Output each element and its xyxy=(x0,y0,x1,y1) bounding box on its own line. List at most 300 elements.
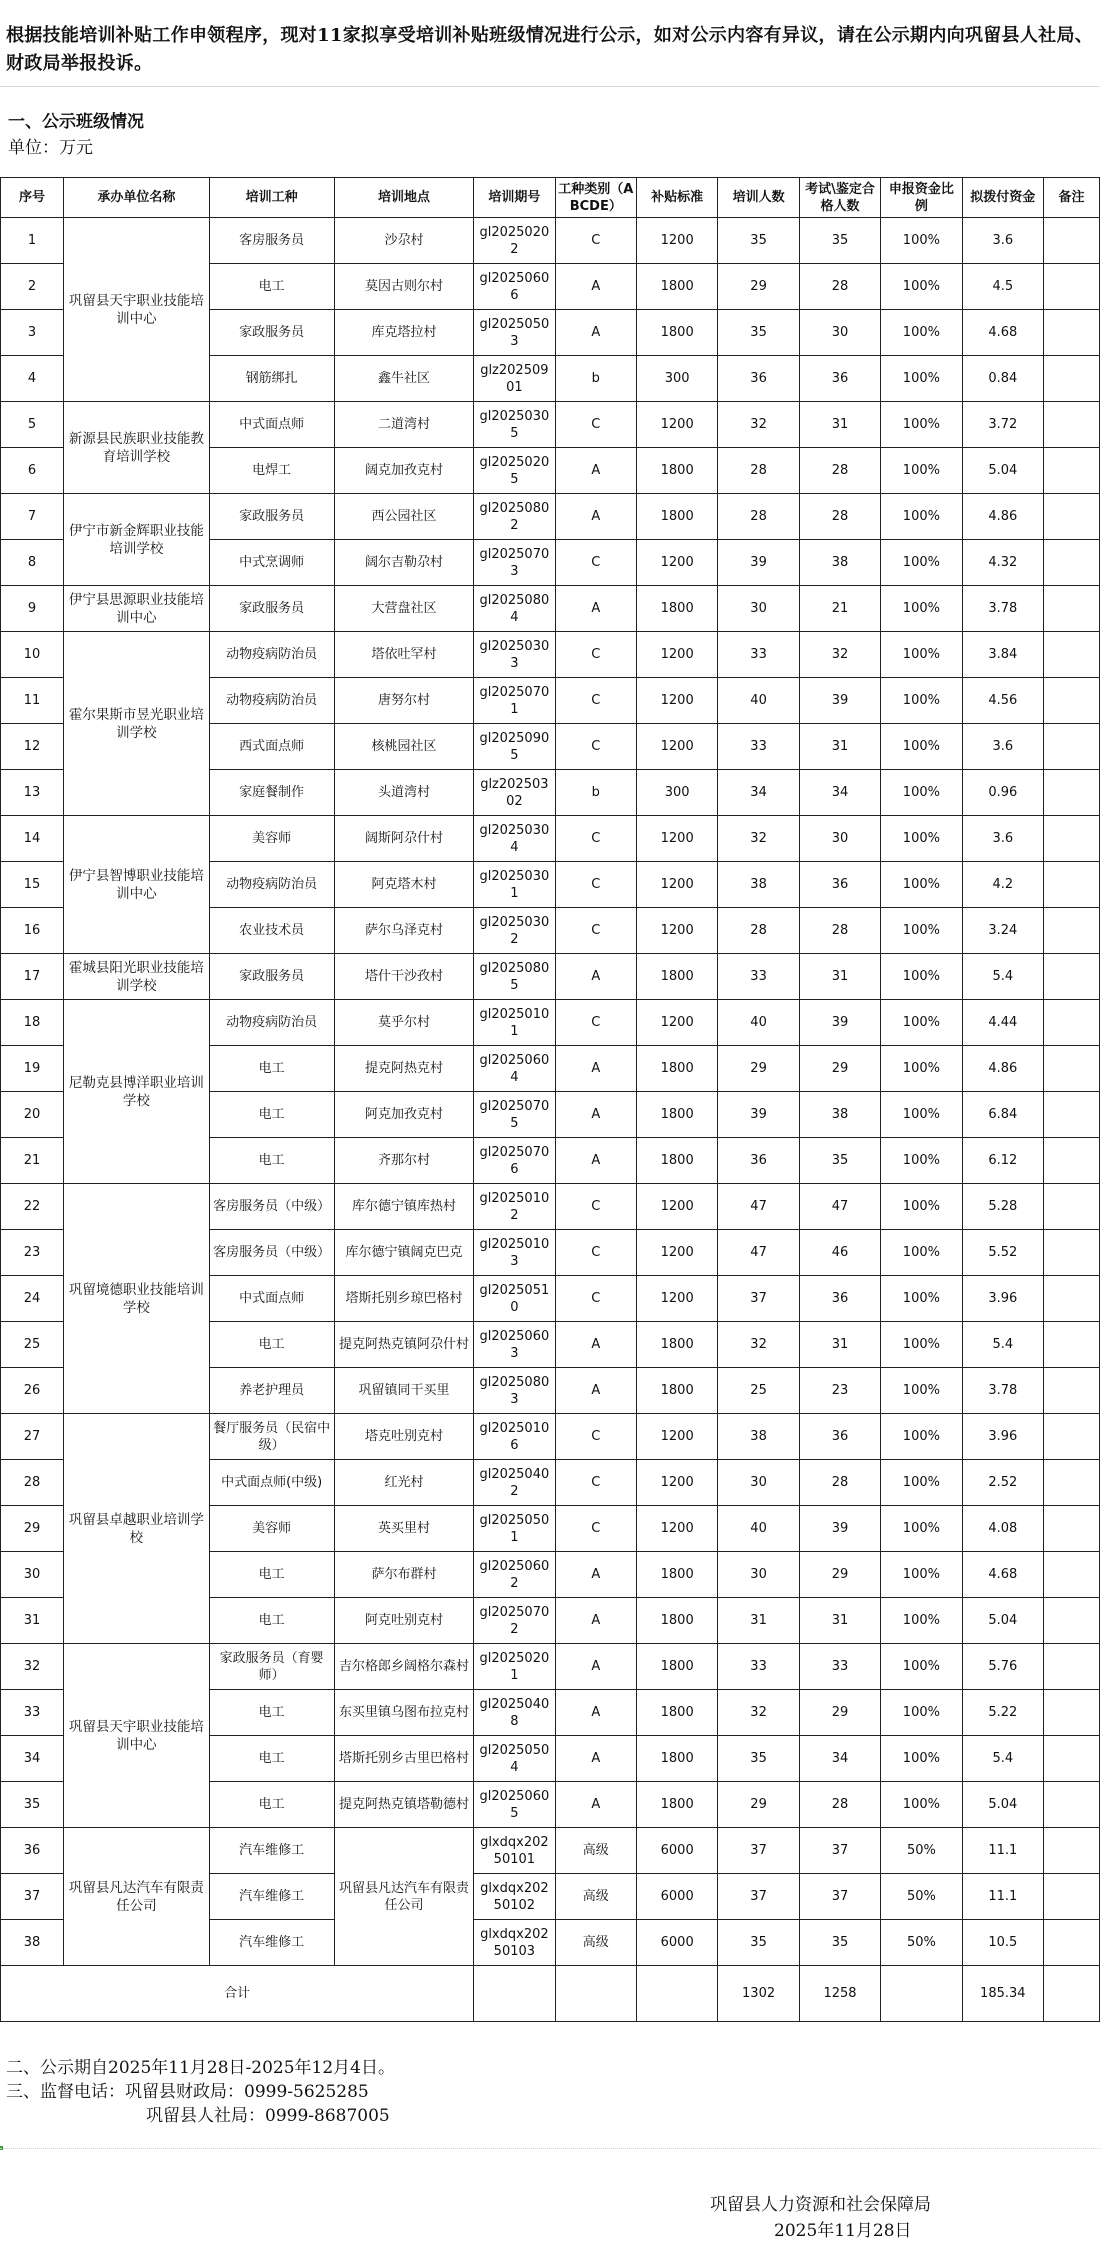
total-passed: 1258 xyxy=(799,1966,880,2022)
passed-cell: 37 xyxy=(799,1828,880,1874)
trade-cell: 动物疫病防治员 xyxy=(209,632,334,678)
trade-cell: 电焊工 xyxy=(209,448,334,494)
category-cell: A xyxy=(555,310,636,356)
passed-cell: 37 xyxy=(799,1874,880,1920)
passed-cell: 28 xyxy=(799,908,880,954)
column-header: 拟拨付资金 xyxy=(962,178,1043,218)
column-header: 承办单位名称 xyxy=(64,178,210,218)
trade-cell: 电工 xyxy=(209,1598,334,1644)
location-cell: 塔克吐別克村 xyxy=(334,1414,473,1460)
subsidy-standard-cell: 1200 xyxy=(636,218,717,264)
divider xyxy=(0,86,1100,87)
remarks-cell xyxy=(1044,586,1100,632)
remarks-cell xyxy=(1044,1368,1100,1414)
period-code-cell: gl20250106 xyxy=(474,1414,555,1460)
trainees-cell: 28 xyxy=(718,908,799,954)
row-index-cell: 13 xyxy=(1,770,64,816)
empty-cell xyxy=(1044,1966,1100,2022)
category-cell: A xyxy=(555,1368,636,1414)
location-cell: 二道湾村 xyxy=(334,402,473,448)
subsidy-standard-cell: 1200 xyxy=(636,1184,717,1230)
passed-cell: 28 xyxy=(799,494,880,540)
funds-cell: 2.52 xyxy=(962,1460,1043,1506)
trade-cell: 汽车维修工 xyxy=(209,1874,334,1920)
fund-ratio-cell: 100% xyxy=(881,908,962,954)
period-code-cell: gl20250102 xyxy=(474,1184,555,1230)
table-row xyxy=(1,1828,1100,1874)
category-cell: A xyxy=(555,586,636,632)
trainees-cell: 28 xyxy=(718,448,799,494)
category-cell: b xyxy=(555,770,636,816)
trade-cell: 电工 xyxy=(209,264,334,310)
category-cell: 高级 xyxy=(555,1874,636,1920)
category-cell: C xyxy=(555,1414,636,1460)
total-label: 合计 xyxy=(1,1966,474,2022)
row-index-cell: 26 xyxy=(1,1368,64,1414)
funds-cell: 11.1 xyxy=(962,1874,1043,1920)
category-cell: 高级 xyxy=(555,1920,636,1966)
passed-cell: 47 xyxy=(799,1184,880,1230)
period-code-cell: gl20250802 xyxy=(474,494,555,540)
remarks-cell xyxy=(1044,632,1100,678)
funds-cell: 5.52 xyxy=(962,1230,1043,1276)
passed-cell: 36 xyxy=(799,862,880,908)
funds-cell: 4.44 xyxy=(962,1000,1043,1046)
total-funds: 185.34 xyxy=(962,1966,1043,2022)
category-cell: A xyxy=(555,1782,636,1828)
remarks-cell xyxy=(1044,908,1100,954)
location-cell: 齐那尔村 xyxy=(334,1138,473,1184)
row-index-cell: 15 xyxy=(1,862,64,908)
location-cell: 塔斯托别乡古里巴格村 xyxy=(334,1736,473,1782)
trade-cell: 中式烹调师 xyxy=(209,540,334,586)
trainees-cell: 28 xyxy=(718,494,799,540)
funds-cell: 6.12 xyxy=(962,1138,1043,1184)
remarks-cell xyxy=(1044,1598,1100,1644)
passed-cell: 30 xyxy=(799,816,880,862)
period-code-cell: gl20250503 xyxy=(474,310,555,356)
fund-ratio-cell: 100% xyxy=(881,494,962,540)
fund-ratio-cell: 100% xyxy=(881,1046,962,1092)
trainees-cell: 35 xyxy=(718,310,799,356)
location-cell: 阿克加孜克村 xyxy=(334,1092,473,1138)
row-index-cell: 4 xyxy=(1,356,64,402)
remarks-cell xyxy=(1044,1460,1100,1506)
trainees-cell: 30 xyxy=(718,586,799,632)
fund-ratio-cell: 100% xyxy=(881,1184,962,1230)
trade-cell: 电工 xyxy=(209,1046,334,1092)
unit-name-cell: 伊宁县智博职业技能培训中心 xyxy=(64,816,210,954)
subsidy-standard-cell: 6000 xyxy=(636,1920,717,1966)
passed-cell: 31 xyxy=(799,954,880,1000)
subsidy-standard-cell: 1800 xyxy=(636,1644,717,1690)
category-cell: C xyxy=(555,816,636,862)
subsidy-standard-cell: 1800 xyxy=(636,1322,717,1368)
period-code-cell: gl20250604 xyxy=(474,1046,555,1092)
subsidy-standard-cell: 1200 xyxy=(636,1276,717,1322)
location-cell: 阔斯阿尕什村 xyxy=(334,816,473,862)
remarks-cell xyxy=(1044,816,1100,862)
trade-cell: 家政服务员 xyxy=(209,586,334,632)
page-divider xyxy=(0,2148,1100,2149)
row-index-cell: 25 xyxy=(1,1322,64,1368)
row-index-cell: 21 xyxy=(1,1138,64,1184)
period-code-cell: gl20250101 xyxy=(474,1000,555,1046)
row-index-cell: 38 xyxy=(1,1920,64,1966)
row-index-cell: 1 xyxy=(1,218,64,264)
trainees-cell: 38 xyxy=(718,862,799,908)
fund-ratio-cell: 100% xyxy=(881,586,962,632)
column-header: 考试\鉴定合格人数 xyxy=(799,178,880,218)
location-cell: 阿克塔木村 xyxy=(334,862,473,908)
notice-intro: 根据技能培训补贴工作申领程序，现对11家拟享受培训补贴班级情况进行公示，如对公示内容有异议，请在公示期内向巩留县人社局、财政局举报投诉。 xyxy=(6,25,1094,74)
column-header: 培训期号 xyxy=(474,178,555,218)
fund-ratio-cell: 100% xyxy=(881,1138,962,1184)
fund-ratio-cell: 100% xyxy=(881,218,962,264)
row-index-cell: 7 xyxy=(1,494,64,540)
row-index-cell: 8 xyxy=(1,540,64,586)
period-code-cell: gl20250201 xyxy=(474,1644,555,1690)
table-row xyxy=(1,1000,1100,1046)
category-cell: A xyxy=(555,1138,636,1184)
column-header: 培训地点 xyxy=(334,178,473,218)
location-cell: 红光村 xyxy=(334,1460,473,1506)
remarks-cell xyxy=(1044,1736,1100,1782)
location-cell: 塔依吐罕村 xyxy=(334,632,473,678)
period-code-cell: gl20250301 xyxy=(474,862,555,908)
row-index-cell: 17 xyxy=(1,954,64,1000)
remarks-cell xyxy=(1044,770,1100,816)
trainees-cell: 35 xyxy=(718,1920,799,1966)
subsidy-standard-cell: 6000 xyxy=(636,1874,717,1920)
remarks-cell xyxy=(1044,724,1100,770)
trainees-cell: 40 xyxy=(718,1506,799,1552)
remarks-cell xyxy=(1044,1690,1100,1736)
location-cell: 阿克吐别克村 xyxy=(334,1598,473,1644)
unit-name-cell: 巩留县天宇职业技能培训中心 xyxy=(64,1644,210,1828)
subsidy-standard-cell: 1200 xyxy=(636,1506,717,1552)
period-code-cell: gl20250603 xyxy=(474,1322,555,1368)
trainees-cell: 33 xyxy=(718,954,799,1000)
row-index-cell: 35 xyxy=(1,1782,64,1828)
unit-name-cell: 巩留境德职业技能培训学校 xyxy=(64,1184,210,1414)
subsidy-standard-cell: 1200 xyxy=(636,632,717,678)
trade-cell: 美容师 xyxy=(209,816,334,862)
funds-cell: 3.96 xyxy=(962,1414,1043,1460)
trainees-cell: 39 xyxy=(718,540,799,586)
subsidy-standard-cell: 1200 xyxy=(636,816,717,862)
funds-cell: 4.56 xyxy=(962,678,1043,724)
remarks-cell xyxy=(1044,1782,1100,1828)
passed-cell: 34 xyxy=(799,770,880,816)
period-code-cell: gl20250305 xyxy=(474,402,555,448)
trainees-cell: 33 xyxy=(718,1644,799,1690)
fund-ratio-cell: 100% xyxy=(881,770,962,816)
trade-cell: 客房服务员 xyxy=(209,218,334,264)
trade-cell: 动物疫病防治员 xyxy=(209,862,334,908)
period-code-cell: gl20250103 xyxy=(474,1230,555,1276)
location-cell: 塔斯托别乡琼巴格村 xyxy=(334,1276,473,1322)
trade-cell: 中式面点师 xyxy=(209,1276,334,1322)
row-index-cell: 14 xyxy=(1,816,64,862)
subsidy-standard-cell: 1800 xyxy=(636,1552,717,1598)
fund-ratio-cell: 100% xyxy=(881,1782,962,1828)
unit-label: 单位：万元 xyxy=(8,138,93,158)
fund-ratio-cell: 100% xyxy=(881,862,962,908)
table-row xyxy=(1,1414,1100,1460)
period-code-cell: gl20250402 xyxy=(474,1460,555,1506)
period-code-cell: gl20250202 xyxy=(474,218,555,264)
subsidy-standard-cell: 1800 xyxy=(636,448,717,494)
funds-cell: 5.76 xyxy=(962,1644,1043,1690)
trainees-cell: 31 xyxy=(718,1598,799,1644)
location-cell: 萨尔布群村 xyxy=(334,1552,473,1598)
empty-cell xyxy=(636,1966,717,2022)
period-code-cell: gl20250510 xyxy=(474,1276,555,1322)
passed-cell: 34 xyxy=(799,1736,880,1782)
trade-cell: 中式面点师 xyxy=(209,402,334,448)
funds-cell: 4.68 xyxy=(962,310,1043,356)
row-index-cell: 28 xyxy=(1,1460,64,1506)
fund-ratio-cell: 100% xyxy=(881,264,962,310)
trade-cell: 电工 xyxy=(209,1322,334,1368)
trade-cell: 客房服务员（中级） xyxy=(209,1230,334,1276)
trainees-cell: 32 xyxy=(718,402,799,448)
table-row xyxy=(1,632,1100,678)
subsidy-standard-cell: 1200 xyxy=(636,1414,717,1460)
trainees-cell: 29 xyxy=(718,264,799,310)
trainees-cell: 39 xyxy=(718,1092,799,1138)
period-code-cell: gl20250705 xyxy=(474,1092,555,1138)
trade-cell: 钢筋绑扎 xyxy=(209,356,334,402)
trade-cell: 家政服务员 xyxy=(209,494,334,540)
category-cell: A xyxy=(555,264,636,310)
category-cell: A xyxy=(555,448,636,494)
funds-cell: 3.6 xyxy=(962,218,1043,264)
trade-cell: 电工 xyxy=(209,1690,334,1736)
funds-cell: 4.86 xyxy=(962,1046,1043,1092)
passed-cell: 46 xyxy=(799,1230,880,1276)
location-cell: 提克阿热克镇阿尕什村 xyxy=(334,1322,473,1368)
funds-cell: 5.22 xyxy=(962,1690,1043,1736)
category-cell: A xyxy=(555,494,636,540)
funds-cell: 4.5 xyxy=(962,264,1043,310)
row-index-cell: 31 xyxy=(1,1598,64,1644)
category-cell: A xyxy=(555,954,636,1000)
row-index-cell: 12 xyxy=(1,724,64,770)
passed-cell: 29 xyxy=(799,1690,880,1736)
trainees-cell: 33 xyxy=(718,724,799,770)
location-cell: 吉尔格郎乡阔格尔森村 xyxy=(334,1644,473,1690)
unit-name-cell: 伊宁市新金辉职业技能培训学校 xyxy=(64,494,210,586)
location-cell: 核桃园社区 xyxy=(334,724,473,770)
passed-cell: 35 xyxy=(799,1920,880,1966)
table-row xyxy=(1,218,1100,264)
row-index-cell: 22 xyxy=(1,1184,64,1230)
subsidy-standard-cell: 1800 xyxy=(636,1092,717,1138)
remarks-cell xyxy=(1044,954,1100,1000)
row-index-cell: 10 xyxy=(1,632,64,678)
passed-cell: 32 xyxy=(799,632,880,678)
empty-cell xyxy=(555,1966,636,2022)
period-code-cell: gl20250606 xyxy=(474,264,555,310)
location-cell: 莫乎尔村 xyxy=(334,1000,473,1046)
subsidy-standard-cell: 6000 xyxy=(636,1828,717,1874)
phone-hr: 巩留县人社局：0999-8687005 xyxy=(146,2106,390,2126)
remarks-cell xyxy=(1044,678,1100,724)
category-cell: C xyxy=(555,218,636,264)
remarks-cell xyxy=(1044,1644,1100,1690)
remarks-cell xyxy=(1044,1920,1100,1966)
remarks-cell xyxy=(1044,1322,1100,1368)
trainees-cell: 36 xyxy=(718,356,799,402)
row-index-cell: 36 xyxy=(1,1828,64,1874)
column-header: 补贴标准 xyxy=(636,178,717,218)
total-trainees: 1302 xyxy=(718,1966,799,2022)
passed-cell: 28 xyxy=(799,264,880,310)
trainees-cell: 30 xyxy=(718,1552,799,1598)
fund-ratio-cell: 100% xyxy=(881,1460,962,1506)
trainees-cell: 37 xyxy=(718,1874,799,1920)
row-index-cell: 24 xyxy=(1,1276,64,1322)
unit-name-cell: 巩留县卓越职业培训学校 xyxy=(64,1414,210,1644)
unit-name-cell: 巩留县天宇职业技能培训中心 xyxy=(64,218,210,402)
category-cell: 高级 xyxy=(555,1828,636,1874)
fund-ratio-cell: 100% xyxy=(881,540,962,586)
trade-cell: 动物疫病防治员 xyxy=(209,678,334,724)
category-cell: C xyxy=(555,678,636,724)
row-index-cell: 32 xyxy=(1,1644,64,1690)
table-row xyxy=(1,816,1100,862)
remarks-cell xyxy=(1044,1414,1100,1460)
funds-cell: 6.84 xyxy=(962,1092,1043,1138)
trainees-cell: 37 xyxy=(718,1276,799,1322)
period-code-cell: gl20250905 xyxy=(474,724,555,770)
passed-cell: 36 xyxy=(799,1276,880,1322)
table-row xyxy=(1,954,1100,1000)
subsidy-standard-cell: 1200 xyxy=(636,908,717,954)
fund-ratio-cell: 100% xyxy=(881,954,962,1000)
period-code-cell: glxdqx20250102 xyxy=(474,1874,555,1920)
subsidy-standard-cell: 1200 xyxy=(636,1000,717,1046)
funds-cell: 5.4 xyxy=(962,954,1043,1000)
table-row xyxy=(1,494,1100,540)
location-cell: 提克阿热克镇塔勒德村 xyxy=(334,1782,473,1828)
passed-cell: 35 xyxy=(799,1138,880,1184)
fund-ratio-cell: 100% xyxy=(881,1368,962,1414)
category-cell: C xyxy=(555,724,636,770)
trade-cell: 汽车维修工 xyxy=(209,1920,334,1966)
location-cell: 萨尔乌泽克村 xyxy=(334,908,473,954)
category-cell: C xyxy=(555,1000,636,1046)
category-cell: C xyxy=(555,632,636,678)
funds-cell: 4.86 xyxy=(962,494,1043,540)
notice-period: 二、公示期自2025年11月28日-2025年12月4日。 xyxy=(6,2058,395,2078)
trade-cell: 家政服务员（育婴师） xyxy=(209,1644,334,1690)
funds-cell: 3.72 xyxy=(962,402,1043,448)
category-cell: A xyxy=(555,1644,636,1690)
subsidy-standard-cell: 1800 xyxy=(636,954,717,1000)
passed-cell: 31 xyxy=(799,724,880,770)
subsidy-standard-cell: 1200 xyxy=(636,402,717,448)
location-cell: 大营盘社区 xyxy=(334,586,473,632)
period-code-cell: gl20250706 xyxy=(474,1138,555,1184)
passed-cell: 39 xyxy=(799,678,880,724)
trade-cell: 电工 xyxy=(209,1138,334,1184)
subsidy-standard-cell: 1800 xyxy=(636,1782,717,1828)
category-cell: C xyxy=(555,1230,636,1276)
category-cell: C xyxy=(555,402,636,448)
remarks-cell xyxy=(1044,218,1100,264)
fund-ratio-cell: 100% xyxy=(881,1276,962,1322)
total-row xyxy=(1,1966,1100,2022)
trainees-cell: 34 xyxy=(718,770,799,816)
period-code-cell: gl20250605 xyxy=(474,1782,555,1828)
fund-ratio-cell: 100% xyxy=(881,1690,962,1736)
remarks-cell xyxy=(1044,494,1100,540)
row-index-cell: 16 xyxy=(1,908,64,954)
location-cell: 头道湾村 xyxy=(334,770,473,816)
row-index-cell: 37 xyxy=(1,1874,64,1920)
row-index-cell: 11 xyxy=(1,678,64,724)
fund-ratio-cell: 50% xyxy=(881,1828,962,1874)
section-heading: 一、公示班级情况 xyxy=(8,112,144,132)
subsidy-standard-cell: 1200 xyxy=(636,724,717,770)
category-cell: A xyxy=(555,1092,636,1138)
passed-cell: 31 xyxy=(799,1322,880,1368)
category-cell: A xyxy=(555,1322,636,1368)
location-cell: 英买里村 xyxy=(334,1506,473,1552)
subsidy-standard-cell: 1800 xyxy=(636,310,717,356)
period-code-cell: gl20250702 xyxy=(474,1598,555,1644)
period-code-cell: gl20250303 xyxy=(474,632,555,678)
remarks-cell xyxy=(1044,1046,1100,1092)
remarks-cell xyxy=(1044,402,1100,448)
period-code-cell: gl20250304 xyxy=(474,816,555,862)
period-code-cell: gl20250504 xyxy=(474,1736,555,1782)
fund-ratio-cell: 100% xyxy=(881,356,962,402)
row-index-cell: 33 xyxy=(1,1690,64,1736)
period-code-cell: glxdqx20250103 xyxy=(474,1920,555,1966)
period-code-cell: gl20250602 xyxy=(474,1552,555,1598)
subsidy-standard-cell: 1800 xyxy=(636,494,717,540)
category-cell: A xyxy=(555,1552,636,1598)
fund-ratio-cell: 100% xyxy=(881,1552,962,1598)
funds-cell: 5.4 xyxy=(962,1736,1043,1782)
unit-name-cell: 伊宁县思源职业技能培训中心 xyxy=(64,586,210,632)
funds-cell: 3.6 xyxy=(962,816,1043,862)
trainees-cell: 29 xyxy=(718,1782,799,1828)
trainees-cell: 35 xyxy=(718,1736,799,1782)
unit-name-cell: 巩留县凡达汽车有限责任公司 xyxy=(64,1828,210,1966)
location-cell: 唐努尔村 xyxy=(334,678,473,724)
subsidy-standard-cell: 1800 xyxy=(636,1690,717,1736)
fund-ratio-cell: 100% xyxy=(881,1598,962,1644)
passed-cell: 35 xyxy=(799,218,880,264)
category-cell: A xyxy=(555,1690,636,1736)
unit-name-cell: 新源县民族职业技能教育培训学校 xyxy=(64,402,210,494)
trainees-cell: 37 xyxy=(718,1828,799,1874)
signature-org: 巩留县人力资源和社会保障局 xyxy=(710,2195,931,2215)
trade-cell: 电工 xyxy=(209,1736,334,1782)
trade-cell: 客房服务员（中级） xyxy=(209,1184,334,1230)
funds-cell: 3.6 xyxy=(962,724,1043,770)
trade-cell: 美容师 xyxy=(209,1506,334,1552)
remarks-cell xyxy=(1044,1276,1100,1322)
fund-ratio-cell: 100% xyxy=(881,310,962,356)
column-header: 培训工种 xyxy=(209,178,334,218)
trainees-cell: 47 xyxy=(718,1230,799,1276)
